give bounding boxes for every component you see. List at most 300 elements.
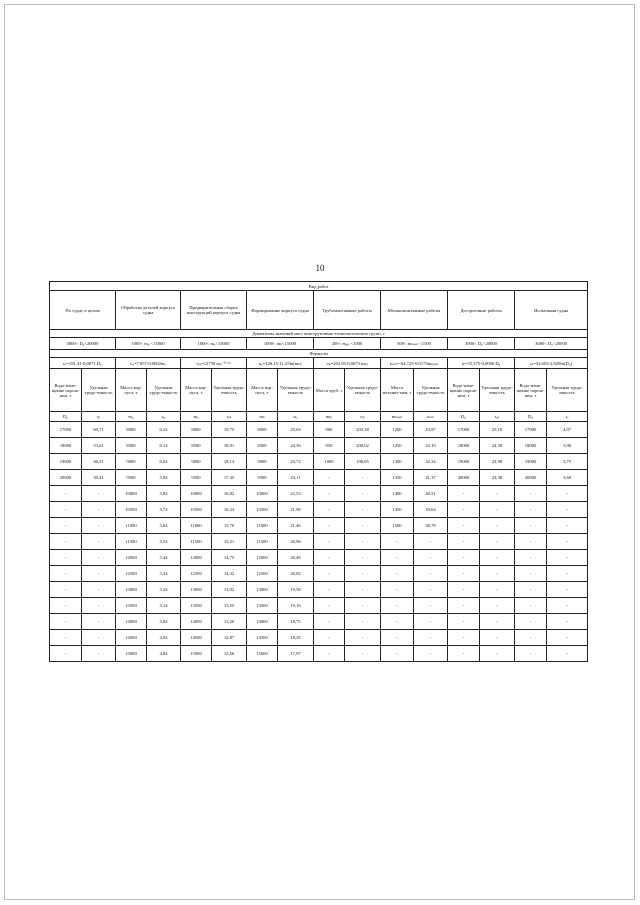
table-cell: 25,18 xyxy=(480,422,515,438)
table-cell: - xyxy=(345,598,381,614)
table-cell: 18,75 xyxy=(278,614,314,630)
table-cell: 17,97 xyxy=(278,646,314,662)
table-cell: 3,90 xyxy=(547,438,588,454)
work-type-cell: Трубомонтажные работы xyxy=(314,291,381,330)
table-row xyxy=(50,534,588,550)
table-cell: 1300 xyxy=(381,454,414,470)
table-cell: 14,75 xyxy=(212,550,247,566)
table-cell: - xyxy=(515,518,547,534)
column-header: Удельная трудо-емкость xyxy=(480,369,515,412)
table-cell: 18000 xyxy=(515,438,547,454)
table-cell: 10000 xyxy=(181,486,212,502)
table-cell: 8000 xyxy=(181,422,212,438)
range-cell: 1000< mₖ<15000 xyxy=(247,338,314,350)
table-cell: - xyxy=(480,550,515,566)
table-cell: 40,51 xyxy=(414,486,448,502)
table-cell: - xyxy=(414,566,448,582)
table-cell: 5,94 xyxy=(147,470,181,486)
table-cell: 20000 xyxy=(50,470,82,486)
table-cell: 15,21 xyxy=(212,534,247,550)
table-cell: - xyxy=(515,486,547,502)
table-cell: - xyxy=(448,582,480,598)
table-row xyxy=(50,438,588,454)
table-cell: 12500 xyxy=(247,566,278,582)
table-cell: - xyxy=(314,518,345,534)
table-cell: 5,14 xyxy=(147,598,181,614)
table-row xyxy=(50,470,588,486)
table-title: Вид работ xyxy=(50,282,588,291)
table-cell: 9500 xyxy=(116,470,147,486)
table-row xyxy=(50,566,588,582)
table-cell: 18,35 xyxy=(278,630,314,646)
table-cell: 13000 xyxy=(181,582,212,598)
table-cell: 14000 xyxy=(116,614,147,630)
table-cell: - xyxy=(314,646,345,662)
table-cell: 3,60 xyxy=(547,470,588,486)
table-cell: - xyxy=(82,598,116,614)
table-cell: - xyxy=(381,566,414,582)
formula-cell: tₚₛ=12758 mₚ⁻⁰·⁷² xyxy=(181,358,247,369)
table-cell: - xyxy=(50,502,82,518)
column-symbol: tₒₔ xyxy=(147,412,181,422)
table-cell: 1500 xyxy=(381,518,414,534)
column-header: Удельная трудо-емкость xyxy=(414,369,448,412)
table-cell: 9500 xyxy=(247,470,278,486)
formula-cell: tₒₔ=7,857-0,0002mₒ xyxy=(116,358,181,369)
table-cell: 22,53 xyxy=(278,486,314,502)
table-cell: - xyxy=(448,502,480,518)
table-cell: - xyxy=(547,518,588,534)
table-cell: 9000 xyxy=(247,454,278,470)
table-cell: - xyxy=(82,534,116,550)
table-cell: - xyxy=(480,502,515,518)
ranges-caption: Диапазоны значений масс конструктивно-технологических групп, т xyxy=(50,330,588,338)
table-cell: 11500 xyxy=(181,534,212,550)
table-cell: 13500 xyxy=(247,598,278,614)
table-cell: - xyxy=(448,614,480,630)
table-cell: - xyxy=(515,550,547,566)
table-cell: - xyxy=(448,598,480,614)
table-cell: 8500 xyxy=(116,438,147,454)
range-cell: 1000< mₓ<15000 xyxy=(181,338,247,350)
table-cell: - xyxy=(50,550,82,566)
table-cell: 11500 xyxy=(116,534,147,550)
table-cell: 5,84 xyxy=(147,486,181,502)
table-cell: 9500 xyxy=(181,470,212,486)
table-cell: - xyxy=(381,630,414,646)
table-cell: 1200 xyxy=(381,422,414,438)
table-cell: - xyxy=(314,582,345,598)
table-cell: 21,98 xyxy=(278,502,314,518)
table-cell: - xyxy=(480,534,515,550)
table-cell: - xyxy=(345,582,381,598)
table-cell: 196,65 xyxy=(345,454,381,470)
table-cell: 12500 xyxy=(116,566,147,582)
table-cell: - xyxy=(547,534,588,550)
table-row xyxy=(50,598,588,614)
table-cell: - xyxy=(345,534,381,550)
table-cell: 8000 xyxy=(116,422,147,438)
table-cell: 21,46 xyxy=(278,518,314,534)
table-cell: - xyxy=(448,518,480,534)
table-cell: - xyxy=(480,630,515,646)
table-cell: - xyxy=(547,486,588,502)
table-cell: 20,02 xyxy=(278,566,314,582)
table-cell: 20000 xyxy=(448,470,480,486)
formula-cell: tₜₚ=263,95-0,0673 mₜₚ xyxy=(314,358,381,369)
table-cell: 5,34 xyxy=(147,566,181,582)
table-cell: - xyxy=(515,534,547,550)
column-header: Масса кор-пуса, т xyxy=(181,369,212,412)
formula-cell: tₚ=181,41-0,0071 D₀ xyxy=(50,358,116,369)
table-cell: 19000 xyxy=(50,454,82,470)
table-cell: 13000 xyxy=(116,582,147,598)
table-cell: 11500 xyxy=(247,534,278,550)
table-cell: - xyxy=(515,582,547,598)
table-cell: - xyxy=(345,566,381,582)
table-cell: - xyxy=(480,518,515,534)
table-cell: - xyxy=(314,630,345,646)
table-cell: - xyxy=(50,614,82,630)
table-cell: 950 xyxy=(314,438,345,454)
table-cell: 8000 xyxy=(247,422,278,438)
table-cell: - xyxy=(345,550,381,566)
table-cell: - xyxy=(381,534,414,550)
table-cell: 13,55 xyxy=(212,598,247,614)
work-types-table-wrapper xyxy=(49,281,581,662)
table-cell: - xyxy=(314,598,345,614)
table-cell: 5,74 xyxy=(147,502,181,518)
table-cell: - xyxy=(82,646,116,662)
table-cell: 6,04 xyxy=(147,454,181,470)
table-cell: 12500 xyxy=(181,566,212,582)
table-cell: 43,10 xyxy=(414,438,448,454)
table-cell: 14000 xyxy=(247,614,278,630)
table-cell: 13,92 xyxy=(212,582,247,598)
table-cell: 46,51 xyxy=(82,454,116,470)
table-cell: 12000 xyxy=(247,550,278,566)
table-cell: - xyxy=(515,646,547,662)
column-header: Удельная трудо-емкость xyxy=(278,369,314,412)
table-cell: - xyxy=(82,582,116,598)
column-symbol: tₜₚ xyxy=(345,412,381,422)
table-cell: 39,64 xyxy=(414,502,448,518)
table-cell: - xyxy=(345,614,381,630)
table-cell: 12,87 xyxy=(212,630,247,646)
range-cell: 200< m₀ₚ <1000 xyxy=(314,338,381,350)
column-header: Удельная трудо-емкость xyxy=(82,369,116,412)
table-cell: - xyxy=(50,566,82,582)
formula-cell: tₖₐ=126,15-11,25ln(mₖ) xyxy=(247,358,314,369)
table-cell: 17,45 xyxy=(212,470,247,486)
work-type-cell: Механомонтажные работы xyxy=(381,291,448,330)
table-cell: - xyxy=(480,646,515,662)
table-cell: - xyxy=(414,550,448,566)
table-cell: 18,91 xyxy=(212,438,247,454)
table-cell: 1450 xyxy=(381,502,414,518)
table-cell: - xyxy=(345,470,381,486)
table-cell: - xyxy=(381,614,414,630)
table-cell: - xyxy=(480,598,515,614)
table-cell: - xyxy=(314,502,345,518)
range-cell: 1000< m₀ <15000 xyxy=(116,338,181,350)
table-cell: - xyxy=(515,566,547,582)
table-cell: 19000 xyxy=(515,454,547,470)
table-cell: 13000 xyxy=(247,582,278,598)
table-cell: 203,38 xyxy=(345,422,381,438)
table-cell: 17000 xyxy=(515,422,547,438)
table-cell: - xyxy=(50,646,82,662)
table-row xyxy=(50,518,588,534)
table-cell: - xyxy=(414,646,448,662)
column-header: Водо-изме-щение порож-нем, т xyxy=(50,369,82,412)
table-cell: - xyxy=(547,550,588,566)
table-cell: - xyxy=(314,470,345,486)
table-cell: - xyxy=(515,502,547,518)
table-cell: 19,16 xyxy=(278,598,314,614)
range-cell: 3000< D₀<20000 xyxy=(515,338,588,350)
table-cell: - xyxy=(547,630,588,646)
table-cell: - xyxy=(448,646,480,662)
table-cell: 17000 xyxy=(448,422,480,438)
table-cell: 1000 xyxy=(314,454,345,470)
table-cell: - xyxy=(82,630,116,646)
table-cell: 5,54 xyxy=(147,534,181,550)
range-cell: 3000< D₀<20000 xyxy=(448,338,515,350)
column-header: Масса кор-пуса, т xyxy=(116,369,147,412)
column-header: Удельная трудо-емкость xyxy=(547,369,588,412)
table-cell: 24,58 xyxy=(480,438,515,454)
table-cell: - xyxy=(448,550,480,566)
table-cell: - xyxy=(448,566,480,582)
table-cell: 4,84 xyxy=(147,646,181,662)
table-row xyxy=(50,502,588,518)
column-header: Водо-изме-щение порож-нем, т xyxy=(515,369,547,412)
table-cell: - xyxy=(50,598,82,614)
formula-cell: tₚ=35,375-0,0006 D₀ xyxy=(448,358,515,369)
column-symbol: mₜₚ xyxy=(314,412,345,422)
table-cell: - xyxy=(414,614,448,630)
table-cell: 19,75 xyxy=(212,422,247,438)
table-title-row xyxy=(50,282,588,291)
table-cell: 1350 xyxy=(381,470,414,486)
table-cell: - xyxy=(345,646,381,662)
table-cell: 20,96 xyxy=(278,534,314,550)
column-symbol: mₘₑₘ xyxy=(381,412,414,422)
table-cell: - xyxy=(345,502,381,518)
column-header: Удельная трудо-емкость xyxy=(147,369,181,412)
table-cell: 1400 xyxy=(381,486,414,502)
column-header: Масса кор-пуса, т xyxy=(247,369,278,412)
table-cell: 5,24 xyxy=(147,582,181,598)
table-cell: - xyxy=(50,518,82,534)
formula-cell: tₚ=32,603-2,929ln(D₀) xyxy=(515,358,588,369)
table-cell: - xyxy=(345,630,381,646)
table-cell: - xyxy=(314,614,345,630)
table-cell: - xyxy=(50,582,82,598)
work-type-cell: Обработка деталей корпуса судна xyxy=(116,291,181,330)
table-cell: 12000 xyxy=(181,550,212,566)
column-symbol: tₖₐ xyxy=(278,412,314,422)
table-row xyxy=(50,422,588,438)
table-cell: - xyxy=(82,518,116,534)
work-type-cell: По судну в целом xyxy=(50,291,116,330)
table-cell: - xyxy=(82,614,116,630)
column-header: Водо-изме-щение порож-нем, т xyxy=(448,369,480,412)
table-cell: 5,64 xyxy=(147,518,181,534)
table-cell: 23,72 xyxy=(278,454,314,470)
table-cell: - xyxy=(547,582,588,598)
table-cell: 13500 xyxy=(181,598,212,614)
table-cell: 12000 xyxy=(116,550,147,566)
table-cell: 9000 xyxy=(181,454,212,470)
table-cell: - xyxy=(480,486,515,502)
table-cell: 11000 xyxy=(181,518,212,534)
range-cell: 500< mₘₑₘ <1500 xyxy=(381,338,448,350)
table-row xyxy=(50,614,588,630)
table-cell: 10500 xyxy=(247,502,278,518)
ranges-row xyxy=(50,338,588,350)
table-cell: 1250 xyxy=(381,438,414,454)
table-row xyxy=(50,582,588,598)
table-cell: 25,04 xyxy=(278,422,314,438)
table-cell: - xyxy=(82,502,116,518)
table-cell: - xyxy=(314,566,345,582)
table-cell: - xyxy=(50,534,82,550)
column-symbol: m₀ xyxy=(116,412,147,422)
table-cell: - xyxy=(547,566,588,582)
table-cell: - xyxy=(448,630,480,646)
ranges-caption-row xyxy=(50,330,588,338)
table-cell: 20,48 xyxy=(278,550,314,566)
table-cell: 23,11 xyxy=(278,470,314,486)
table-cell: 43,97 xyxy=(414,422,448,438)
table-cell: 5,04 xyxy=(147,614,181,630)
table-cell: - xyxy=(82,550,116,566)
table-cell: - xyxy=(547,646,588,662)
table-cell: - xyxy=(381,646,414,662)
table-cell: 38,78 xyxy=(414,518,448,534)
work-types-row xyxy=(50,291,588,330)
table-cell: 14500 xyxy=(116,630,147,646)
table-cell: - xyxy=(314,550,345,566)
table-cell: - xyxy=(480,582,515,598)
table-row xyxy=(50,486,588,502)
table-cell: 15,70 xyxy=(212,518,247,534)
table-cell: 3,75 xyxy=(547,454,588,470)
table-cell: 900 xyxy=(314,422,345,438)
table-row xyxy=(50,630,588,646)
table-cell: 16,82 xyxy=(212,486,247,502)
table-cell: 9000 xyxy=(116,454,147,470)
table-cell: - xyxy=(515,630,547,646)
table-row xyxy=(50,550,588,566)
table-cell: - xyxy=(547,502,588,518)
column-symbol: D₀ xyxy=(50,412,82,422)
table-cell: 23,38 xyxy=(480,470,515,486)
table-cell: 10500 xyxy=(116,502,147,518)
column-header: Удельная трудо-емкость xyxy=(345,369,381,412)
table-cell: 19000 xyxy=(448,454,480,470)
table-cell: 6,14 xyxy=(147,438,181,454)
formulas-row xyxy=(50,358,588,369)
table-cell: 10500 xyxy=(181,502,212,518)
table-cell: 18000 xyxy=(448,438,480,454)
table-cell: - xyxy=(414,534,448,550)
table-cell: - xyxy=(381,582,414,598)
table-cell: 17000 xyxy=(50,422,82,438)
table-cell: 18,14 xyxy=(212,454,247,470)
column-symbol: mₖ xyxy=(247,412,278,422)
table-cell: 15000 xyxy=(116,646,147,662)
table-cell: 5,44 xyxy=(147,550,181,566)
table-cell: - xyxy=(448,486,480,502)
work-type-cell: Формирование корпуса судна xyxy=(247,291,314,330)
table-cell: - xyxy=(82,486,116,502)
page-number: 10 xyxy=(315,263,325,273)
table-cell: 60,71 xyxy=(82,422,116,438)
table-cell: - xyxy=(345,518,381,534)
table-cell: 11000 xyxy=(247,518,278,534)
table-cell: 14000 xyxy=(181,614,212,630)
table-cell: 53,61 xyxy=(82,438,116,454)
table-cell: 14500 xyxy=(181,630,212,646)
column-header: Масса механиз-мов, т xyxy=(381,369,414,412)
column-symbol: D₀ xyxy=(448,412,480,422)
table-row xyxy=(50,454,588,470)
table-cell: - xyxy=(414,598,448,614)
table-cell: 6,24 xyxy=(147,422,181,438)
table-cell: 14,32 xyxy=(212,566,247,582)
table-cell: 13,20 xyxy=(212,614,247,630)
table-cell: 24,36 xyxy=(278,438,314,454)
column-header: Удельная трудо-емкость xyxy=(212,369,247,412)
column-symbols-row xyxy=(50,412,588,422)
table-cell: 14500 xyxy=(247,630,278,646)
column-symbol: tₐ xyxy=(547,412,588,422)
table-cell: - xyxy=(448,534,480,550)
table-cell: 42,24 xyxy=(414,454,448,470)
table-row xyxy=(50,646,588,662)
table-cell: - xyxy=(314,486,345,502)
column-header: Масса труб, т xyxy=(314,369,345,412)
table-cell: 16,24 xyxy=(212,502,247,518)
table-cell: 8500 xyxy=(181,438,212,454)
table-cell: - xyxy=(381,598,414,614)
table-cell: 12,56 xyxy=(212,646,247,662)
table-cell: 4,07 xyxy=(547,422,588,438)
table-cell: 13500 xyxy=(116,598,147,614)
table-cell: 18000 xyxy=(50,438,82,454)
table-cell: 41,37 xyxy=(414,470,448,486)
table-cell: - xyxy=(414,582,448,598)
work-type-cell: Достроечные работы xyxy=(448,291,515,330)
table-cell: - xyxy=(547,598,588,614)
table-cell: - xyxy=(50,630,82,646)
table-cell: 200,02 xyxy=(345,438,381,454)
table-cell: 15000 xyxy=(247,646,278,662)
table-cell: 15000 xyxy=(181,646,212,662)
table-cell: 19,58 xyxy=(278,582,314,598)
table-cell: - xyxy=(515,598,547,614)
table-cell: - xyxy=(480,566,515,582)
work-types-table xyxy=(49,281,588,662)
table-cell: - xyxy=(414,630,448,646)
table-cell: - xyxy=(314,534,345,550)
table-cell: 11000 xyxy=(116,518,147,534)
table-cell: 20000 xyxy=(515,470,547,486)
table-cell: - xyxy=(345,486,381,502)
